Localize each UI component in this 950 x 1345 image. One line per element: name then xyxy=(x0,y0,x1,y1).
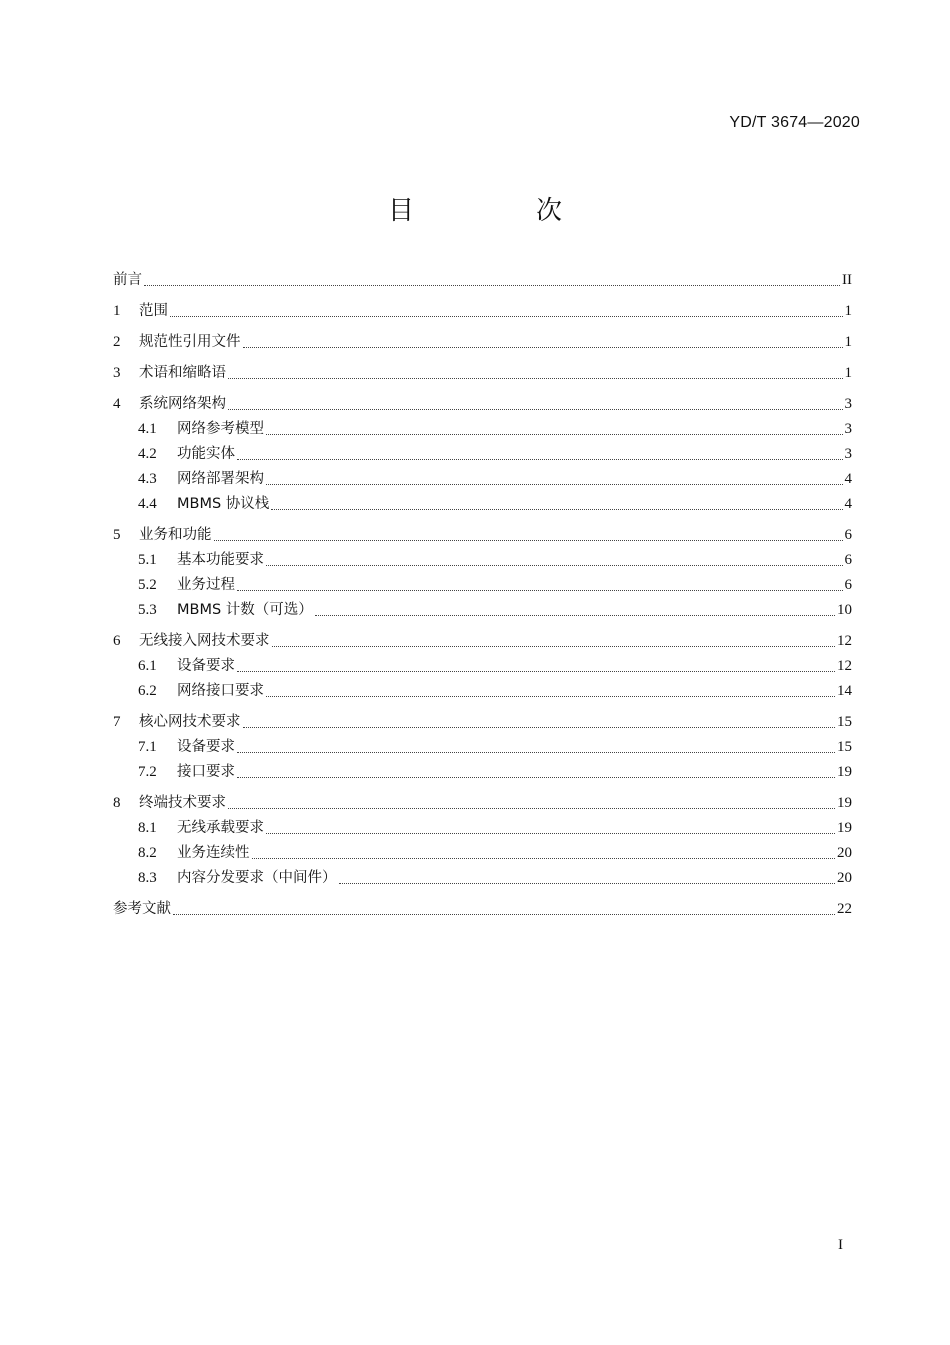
toc-entry-page: 3 xyxy=(844,396,852,412)
toc-entry-label: 网络参考模型 xyxy=(177,421,264,437)
toc-entry-page: 10 xyxy=(837,602,852,618)
toc-entry[interactable] xyxy=(113,492,852,517)
toc-dot-leader xyxy=(228,378,843,379)
toc-entry-label: 参考文献 xyxy=(113,901,171,917)
toc-entry[interactable] xyxy=(113,735,852,760)
toc-entry-page: II xyxy=(842,272,852,288)
toc-entry[interactable] xyxy=(113,548,852,573)
toc-entry[interactable] xyxy=(113,573,852,598)
toc-entry-number: 7 xyxy=(113,714,121,730)
toc-entry[interactable] xyxy=(113,442,852,467)
toc-entry[interactable] xyxy=(113,467,852,492)
toc-entry-label: 范围 xyxy=(139,303,168,319)
toc-entry-number: 5 xyxy=(113,527,121,543)
toc-entry-number: 5.1 xyxy=(138,552,157,568)
toc-entry-number: 7.1 xyxy=(138,739,157,755)
toc-dot-leader xyxy=(266,833,835,834)
toc-entry-label: 功能实体 xyxy=(177,446,235,462)
toc-entry-label: 设备要求 xyxy=(177,658,235,674)
toc-entry-page: 6 xyxy=(844,527,852,543)
toc-entry-number: 5.2 xyxy=(138,577,157,593)
toc-entry-number: 2 xyxy=(113,334,121,350)
toc-entry-number: 6.2 xyxy=(138,683,157,699)
toc-dot-leader xyxy=(173,914,835,915)
toc-entry[interactable] xyxy=(113,654,852,679)
toc-entry-page: 20 xyxy=(837,845,852,861)
toc-entry-page: 1 xyxy=(844,365,852,381)
toc-dot-leader xyxy=(144,285,840,286)
toc-dot-leader xyxy=(228,409,843,410)
toc-entry-label: MBMS 计数（可选） xyxy=(177,602,313,618)
document-code: YD/T 3674—2020 xyxy=(729,114,860,131)
toc-entry-number: 4.4 xyxy=(138,496,157,512)
toc-entry-label: 设备要求 xyxy=(177,739,235,755)
toc-entry[interactable] xyxy=(113,710,852,735)
toc-entry[interactable] xyxy=(113,330,852,355)
toc-entry[interactable] xyxy=(113,679,852,704)
toc-entry[interactable] xyxy=(113,523,852,548)
toc-entry-label: MBMS 协议栈 xyxy=(177,496,270,512)
toc-entry-page: 14 xyxy=(837,683,852,699)
toc-entry-number: 8.2 xyxy=(138,845,157,861)
toc-entry-label: 业务和功能 xyxy=(139,527,212,543)
toc-dot-leader xyxy=(237,671,835,672)
toc-entry-number: 8 xyxy=(113,795,121,811)
toc-entry-label: 网络接口要求 xyxy=(177,683,264,699)
toc-entry-page: 15 xyxy=(837,714,852,730)
toc-entry-page: 3 xyxy=(844,446,852,462)
toc-entry-number: 4.2 xyxy=(138,446,157,462)
toc-entry-page: 20 xyxy=(837,870,852,886)
toc-entry-label: 系统网络架构 xyxy=(139,396,226,412)
toc-entry-number: 4.3 xyxy=(138,471,157,487)
toc-entry-page: 1 xyxy=(844,303,852,319)
toc-entry[interactable] xyxy=(113,268,852,293)
table-of-contents xyxy=(113,268,852,922)
toc-dot-leader xyxy=(272,646,836,647)
toc-dot-leader xyxy=(266,565,843,566)
toc-entry[interactable] xyxy=(113,760,852,785)
toc-entry[interactable] xyxy=(113,629,852,654)
toc-entry-page: 12 xyxy=(837,633,852,649)
toc-dot-leader xyxy=(243,347,843,348)
toc-dot-leader xyxy=(252,858,836,859)
toc-dot-leader xyxy=(266,484,843,485)
toc-entry-page: 22 xyxy=(837,901,852,917)
toc-entry-number: 6 xyxy=(113,633,121,649)
toc-entry-number: 4.1 xyxy=(138,421,157,437)
toc-entry-label: 规范性引用文件 xyxy=(139,334,241,350)
toc-dot-leader xyxy=(237,777,835,778)
toc-dot-leader xyxy=(339,883,836,884)
toc-entry[interactable] xyxy=(113,598,852,623)
toc-entry[interactable] xyxy=(113,417,852,442)
toc-entry-page: 6 xyxy=(844,552,852,568)
toc-entry-page: 4 xyxy=(844,496,852,512)
toc-entry-label: 业务连续性 xyxy=(177,845,250,861)
toc-entry-number: 3 xyxy=(113,365,121,381)
toc-entry-page: 19 xyxy=(837,820,852,836)
toc-dot-leader xyxy=(237,590,843,591)
toc-dot-leader xyxy=(315,615,835,616)
toc-dot-leader xyxy=(237,459,843,460)
toc-entry-label: 无线接入网技术要求 xyxy=(139,633,270,649)
toc-entry[interactable] xyxy=(113,841,852,866)
toc-entry-number: 8.3 xyxy=(138,870,157,886)
toc-dot-leader xyxy=(170,316,843,317)
toc-entry-label: 内容分发要求（中间件） xyxy=(177,870,337,886)
page-number: I xyxy=(838,1237,843,1253)
toc-entry[interactable] xyxy=(113,816,852,841)
toc-entry-page: 6 xyxy=(844,577,852,593)
toc-entry-page: 3 xyxy=(844,421,852,437)
toc-entry-number: 7.2 xyxy=(138,764,157,780)
toc-entry-label: 业务过程 xyxy=(177,577,235,593)
toc-entry-number: 4 xyxy=(113,396,121,412)
toc-entry-label: 基本功能要求 xyxy=(177,552,264,568)
toc-entry-number: 1 xyxy=(113,303,121,319)
toc-dot-leader xyxy=(228,808,835,809)
toc-entry[interactable] xyxy=(113,866,852,891)
toc-entry-page: 19 xyxy=(837,764,852,780)
toc-entry-label: 接口要求 xyxy=(177,764,235,780)
toc-entry-label: 前言 xyxy=(113,272,142,288)
toc-entry-label: 术语和缩略语 xyxy=(139,365,226,381)
toc-dot-leader xyxy=(271,509,842,510)
toc-dot-leader xyxy=(237,752,835,753)
toc-entry-page: 1 xyxy=(844,334,852,350)
toc-dot-leader xyxy=(266,696,835,697)
toc-entry[interactable] xyxy=(113,791,852,816)
toc-entry-number: 6.1 xyxy=(138,658,157,674)
toc-entry[interactable] xyxy=(113,392,852,417)
toc-entry-page: 15 xyxy=(837,739,852,755)
toc-entry-page: 12 xyxy=(837,658,852,674)
toc-dot-leader xyxy=(243,727,836,728)
toc-dot-leader xyxy=(214,540,843,541)
toc-title: 目 次 xyxy=(387,196,610,226)
toc-entry-label: 网络部署架构 xyxy=(177,471,264,487)
toc-entry-number: 8.1 xyxy=(138,820,157,836)
toc-entry[interactable] xyxy=(113,299,852,324)
toc-entry-label: 核心网技术要求 xyxy=(139,714,241,730)
toc-entry-number: 5.3 xyxy=(138,602,157,618)
toc-entry-label: 终端技术要求 xyxy=(139,795,226,811)
toc-entry[interactable] xyxy=(113,361,852,386)
toc-entry[interactable] xyxy=(113,897,852,922)
toc-entry-page: 19 xyxy=(837,795,852,811)
toc-entry-label: 无线承载要求 xyxy=(177,820,264,836)
toc-entry-page: 4 xyxy=(844,471,852,487)
toc-dot-leader xyxy=(266,434,843,435)
